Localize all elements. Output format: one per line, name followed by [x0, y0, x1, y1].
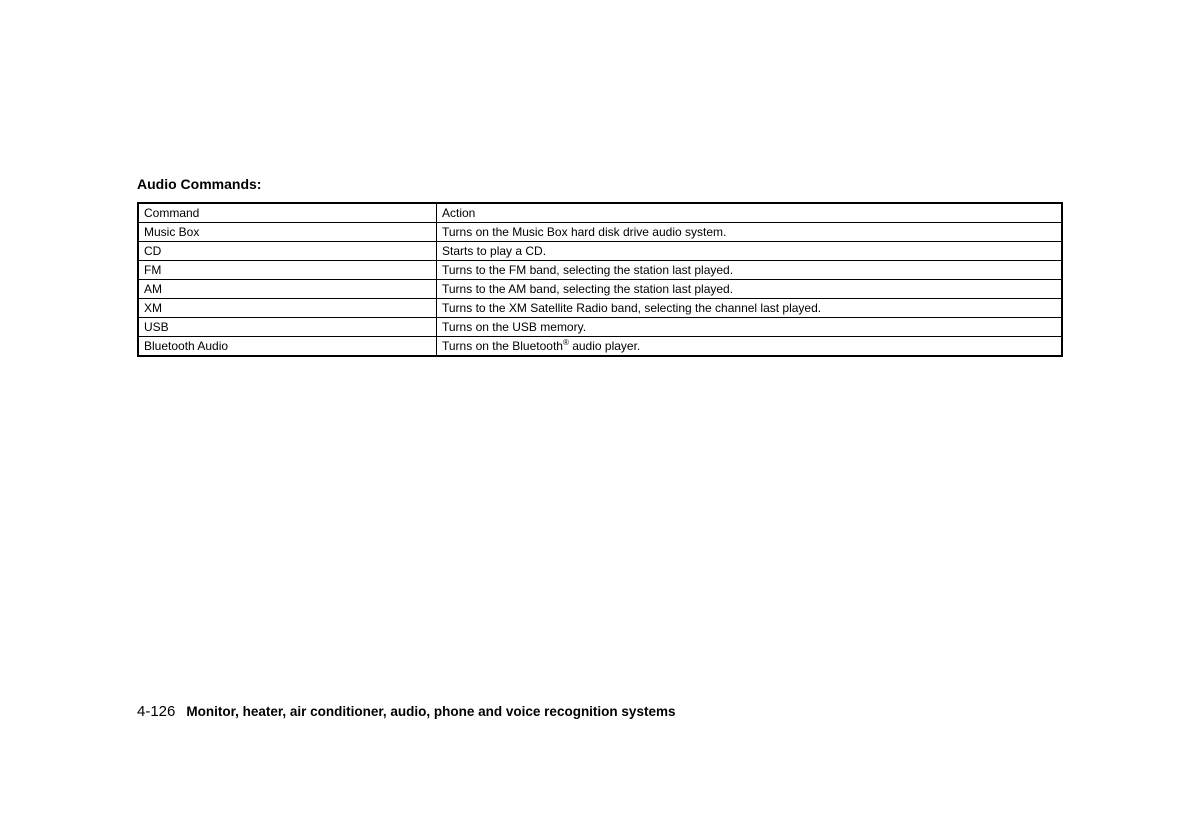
- action-text: audio player.: [568, 339, 641, 353]
- action-cell: Turns on the Music Box hard disk drive audio system.: [437, 223, 1063, 242]
- page-footer: [137, 703, 675, 720]
- registered-mark: ®: [562, 338, 569, 347]
- action-cell: [437, 337, 1063, 357]
- table-row: [138, 299, 1062, 318]
- action-cell: Starts to play a CD.: [437, 242, 1063, 261]
- action-cell: Turns to the AM band, selecting the station last played.: [437, 280, 1063, 299]
- table-row: [138, 242, 1062, 261]
- table-row: [138, 318, 1062, 337]
- header-command: Command: [138, 203, 437, 223]
- command-cell: AM: [138, 280, 437, 299]
- action-cell: Turns to the FM band, selecting the station last played.: [437, 261, 1063, 280]
- action-cell: Turns to the XM Satellite Radio band, selecting the channel last played.: [437, 299, 1063, 318]
- action-text: Turns on the Bluetooth: [442, 339, 563, 353]
- section-title: Audio Commands:: [137, 176, 262, 192]
- table-row: [138, 223, 1062, 242]
- command-cell: CD: [138, 242, 437, 261]
- page-number: 4-126: [137, 703, 176, 720]
- command-cell: XM: [138, 299, 437, 318]
- action-cell: Turns on the USB memory.: [437, 318, 1063, 337]
- header-action: Action: [437, 203, 1063, 223]
- command-cell: USB: [138, 318, 437, 337]
- table-row: [138, 337, 1062, 357]
- table-row: [138, 261, 1062, 280]
- table-row: [138, 280, 1062, 299]
- command-cell: FM: [138, 261, 437, 280]
- table-header-row: [138, 203, 1062, 223]
- audio-commands-table: [137, 202, 1063, 357]
- command-cell: Music Box: [138, 223, 437, 242]
- command-cell: Bluetooth Audio: [138, 337, 437, 357]
- footer-title: Monitor, heater, air conditioner, audio, phone and voice recognition systems: [186, 704, 676, 719]
